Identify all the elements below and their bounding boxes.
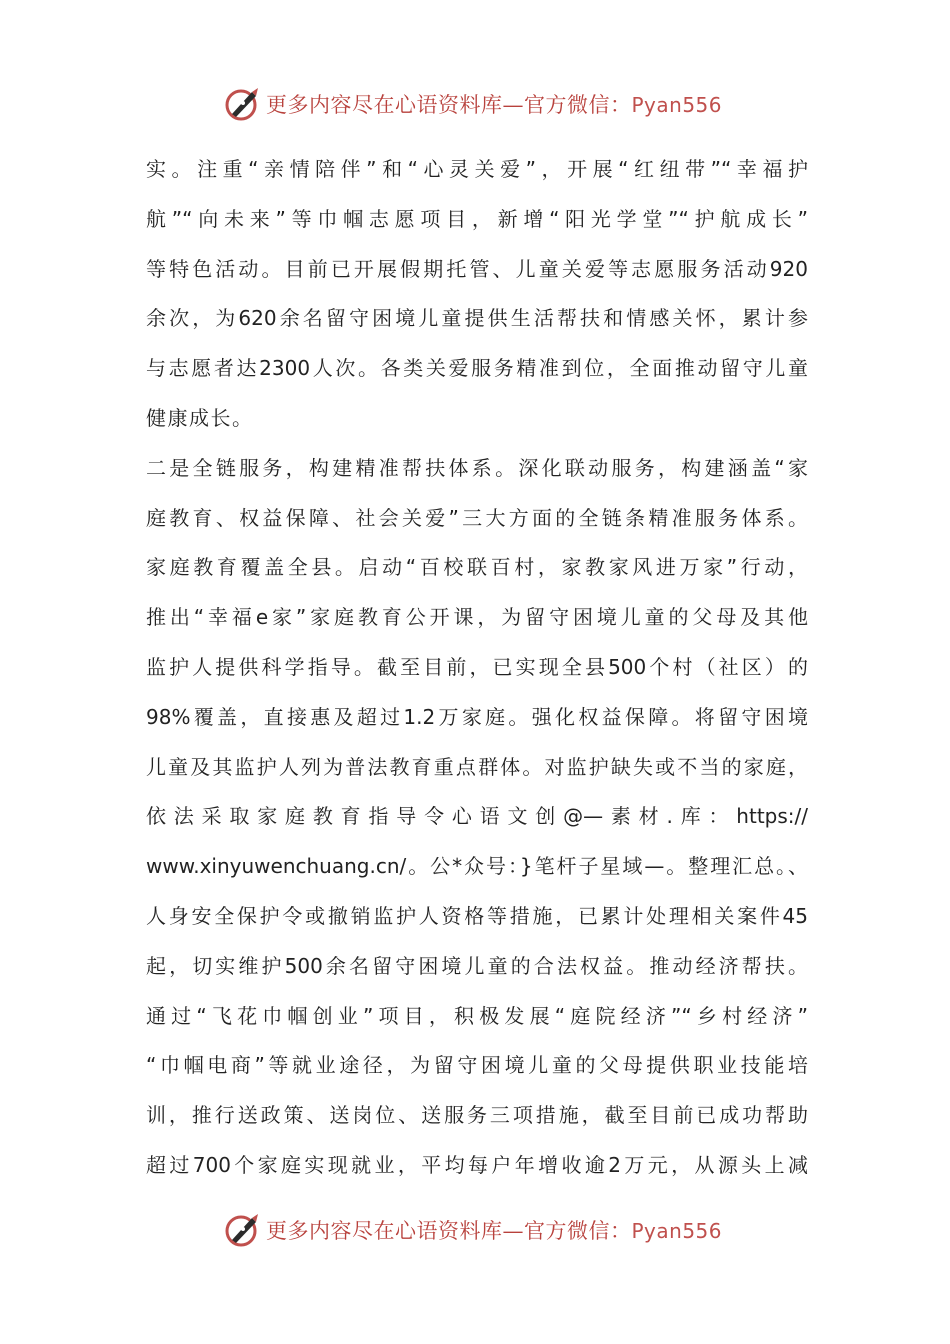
body-line: “巾帼电商”等就业途径，为留守困境儿童的父母提供职业技能培 (146, 1053, 808, 1078)
body-line: 航”“向未来”等巾帼志愿项目，新增“阳光学堂”“护航成长” (146, 206, 808, 231)
body-line: 健康成长。 (146, 405, 254, 430)
body-line: 起，切实维护500余名留守困境儿童的合法权益。推动经济帮扶。 (146, 953, 808, 978)
body-line: 人身安全保护令或撤销监护人资格等措施，已累计处理相关案件45 (146, 903, 808, 928)
body-line: 监护人提供科学指导。截至目前，已实现全县500个村（社区）的 (146, 654, 808, 679)
body-line: 庭教育、权益保障、社会关爱”三大方面的全链条精准服务体系。 (146, 505, 808, 530)
body-line: 等特色活动。目前已开展假期托管、儿童关爱等志愿服务活动920 (146, 256, 808, 281)
pen-nib-logo-icon (222, 1210, 262, 1250)
body-line: 98%覆盖，直接惠及超过1.2万家庭。强化权益保障。将留守困境 (146, 704, 808, 729)
body-line: 与志愿者达2300人次。各类关爱服务精准到位，全面推动留守儿童 (146, 356, 808, 381)
footer-banner-handle: Pyan556 (631, 1219, 723, 1243)
body-line: 余次，为620余名留守困境儿童提供生活帮扶和情感关怀，累计参 (146, 306, 808, 331)
pen-nib-logo-icon (222, 84, 262, 124)
body-line: 通过“飞花巾帼创业”项目，积极发展“庭院经济”“乡村经济” (146, 1003, 808, 1028)
body-line: 训，推行送政策、送岗位、送服务三项措施，截至目前已成功帮助 (146, 1103, 808, 1128)
header-banner-text: 更多内容尽在心语资料库—官方微信：Pyan556 (266, 93, 723, 117)
footer-banner-text: 更多内容尽在心语资料库—官方微信：Pyan556 (266, 1219, 723, 1243)
body-line: www.xinyuwenchuang.cn/。公*众号：}笔杆子星域—。整理汇总。、 (146, 854, 808, 879)
body-line: 依法采取家庭教育指导令心语文创@—素材.库：https:// (146, 804, 808, 829)
body-line: 实。注重“亲情陪伴”和“心灵关爱”，开展“红纽带”“幸福护 (146, 157, 808, 181)
body-line: 推出“幸福e家”家庭教育公开课，为留守困境儿童的父母及其他 (146, 605, 808, 630)
body-line: 儿童及其监护人列为普法教育重点群体。对监护缺失或不当的家庭， (146, 754, 808, 779)
body-line: 家庭教育覆盖全县。启动“百校联百村，家教家风进万家”行动， (146, 555, 808, 580)
header-banner-handle: Pyan556 (631, 93, 723, 117)
document-body (146, 145, 808, 1191)
body-line: 二是全链服务，构建精准帮扶体系。深化联动服务，构建涵盖“家 (146, 455, 808, 480)
header-banner (222, 84, 742, 124)
footer-banner (222, 1210, 742, 1250)
body-line: 超过700个家庭实现就业，平均每户年增收逾2万元，从源头上减 (146, 1152, 808, 1177)
